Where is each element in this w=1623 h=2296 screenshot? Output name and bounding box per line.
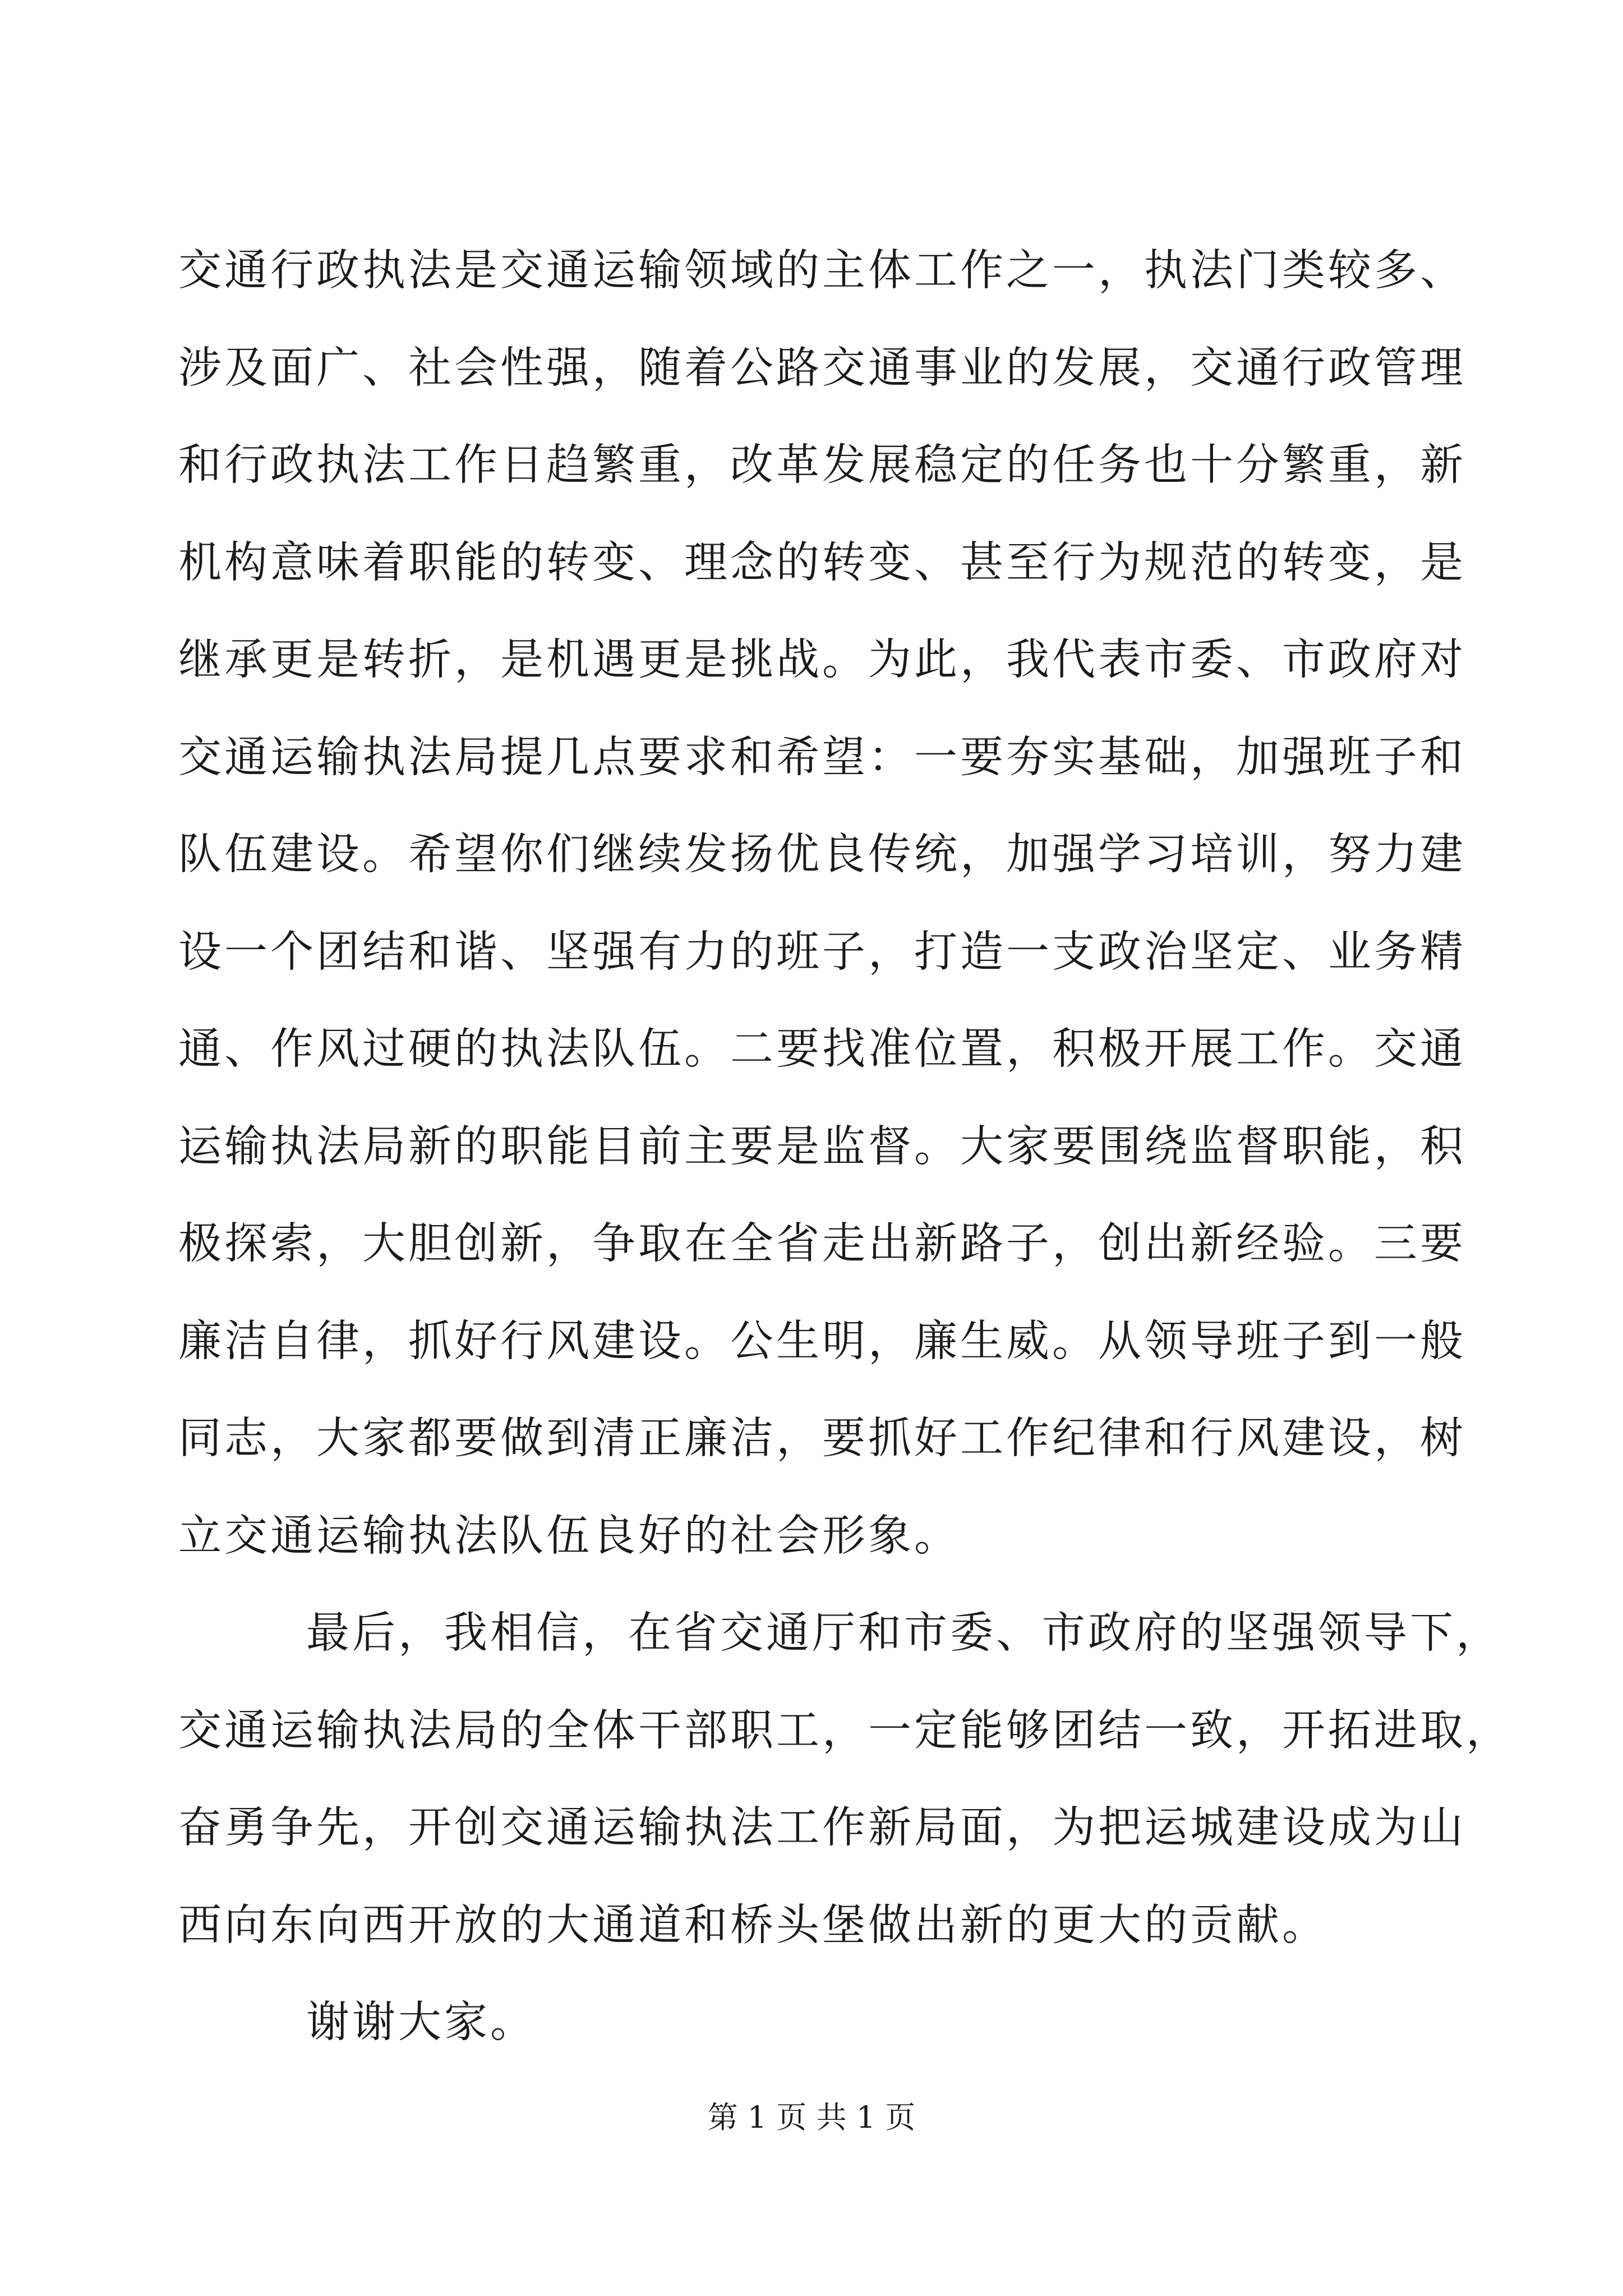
paragraph-line: 立交通运输执法队伍良好的社会形象。 bbox=[178, 1511, 960, 1561]
paragraph-line: 同志，大家都要做到清正廉洁，要抓好工作纪律和行风建设，树 bbox=[178, 1414, 1466, 1464]
paragraph-line: 机构意味着职能的转变、理念的转变、甚至行为规范的转变，是 bbox=[178, 537, 1466, 588]
paragraph-line: 奋勇争先，开创交通运输执法工作新局面，为把运城建设成为山 bbox=[178, 1803, 1466, 1853]
paragraph-line: 廉洁自律，抓好行风建设。公生明，廉生威。从领导班子到一般 bbox=[178, 1316, 1466, 1366]
paragraph-line: 涉及面广、社会性强，随着公路交通事业的发展，交通行政管理 bbox=[178, 343, 1466, 393]
page-number-footer: 第 1 页 共 1 页 bbox=[707, 2100, 916, 2135]
paragraph-line: 通、作风过硬的执法队伍。二要找准位置，积极开展工作。交通 bbox=[178, 1024, 1466, 1074]
paragraph-line: 运输执法局新的职能目前主要是监督。大家要围绕监督职能，积 bbox=[178, 1121, 1466, 1172]
paragraph-line: 交通运输执法局提几点要求和希望：一要夯实基础，加强班子和 bbox=[178, 732, 1466, 783]
paragraph-line: 谢谢大家。 bbox=[306, 1998, 536, 2047]
paragraph-line: 交通行政执法是交通运输领域的主体工作之一，执法门类较多、 bbox=[178, 246, 1466, 296]
paragraph-line: 交通运输执法局的全体干部职工，一定能够团结一致，开拓进取， bbox=[178, 1705, 1512, 1756]
document-body bbox=[178, 246, 1512, 2099]
paragraph-line: 设一个团结和谐、坚强有力的班子，打造一支政治坚定、业务精 bbox=[178, 927, 1466, 977]
paragraph-line: 西向东向西开放的大通道和桥头堡做出新的更大的贡献。 bbox=[178, 1900, 1328, 1950]
paragraph-line: 队伍建设。希望你们继续发扬优良传统，加强学习培训，努力建 bbox=[178, 830, 1466, 880]
paragraph-line: 最后，我相信，在省交通厅和市委、市政府的坚强领导下， bbox=[306, 1608, 1502, 1658]
paragraph-line: 继承更是转折，是机遇更是挑战。为此，我代表市委、市政府对 bbox=[178, 635, 1466, 685]
paragraph-line: 和行政执法工作日趋繁重，改革发展稳定的任务也十分繁重，新 bbox=[178, 440, 1466, 490]
paragraph-line: 极探索，大胆创新，争取在全省走出新路子，创出新经验。三要 bbox=[178, 1219, 1466, 1269]
